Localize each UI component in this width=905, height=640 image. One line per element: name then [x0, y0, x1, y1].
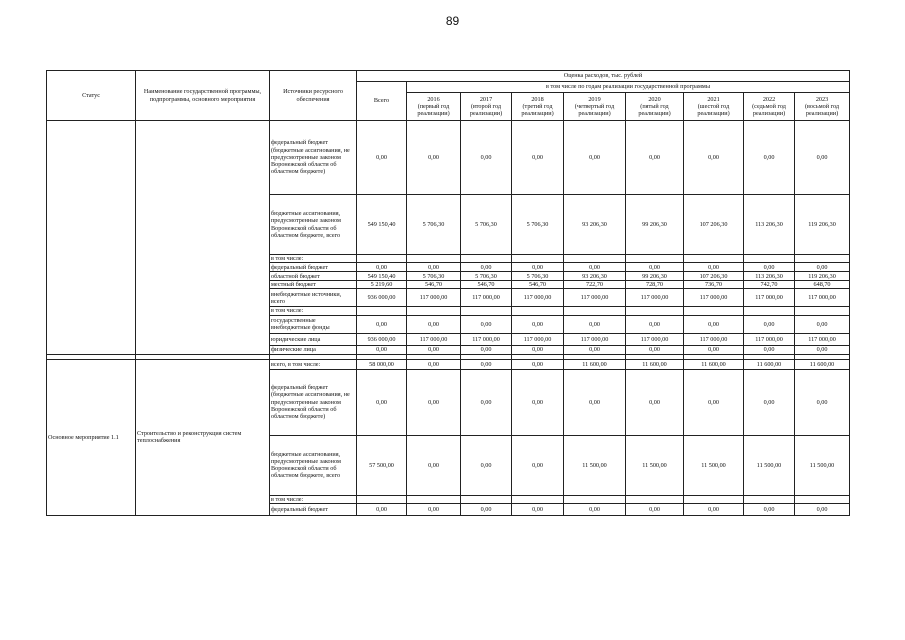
row-value-2023: 117 000,00 — [795, 333, 850, 345]
table-row — [47, 359, 850, 369]
row-value-2016: 0,00 — [407, 435, 461, 495]
row-value-2016: 0,00 — [407, 345, 461, 354]
row-value-2022: 0,00 — [744, 121, 795, 195]
row-value-2018: 0,00 — [512, 435, 564, 495]
row-source: федеральный бюджет (бюджетные ассигнования, не предусмотренные законом Воронежской области об областном бюджете) — [270, 121, 357, 195]
header-year-2023 — [795, 93, 850, 121]
header-sources: Источники ресурсного обеспечения — [270, 71, 357, 121]
header-total: Всего — [357, 82, 407, 121]
row-value-2017 — [461, 495, 512, 503]
row-value-2016: 117 000,00 — [407, 333, 461, 345]
header-year-sub: (пятый год реализации) — [638, 102, 671, 118]
row-value-2021: 0,00 — [684, 315, 744, 333]
row-value-2017: 0,00 — [461, 315, 512, 333]
row-value-2022: 113 206,30 — [744, 272, 795, 281]
row-value-2018: 0,00 — [512, 503, 564, 515]
header-year-label: 2021 — [707, 95, 720, 103]
row-value-2019: 11 500,00 — [564, 435, 626, 495]
row-total: 57 500,00 — [357, 435, 407, 495]
row-value-2017: 0,00 — [461, 435, 512, 495]
row-value-2020: 0,00 — [626, 121, 684, 195]
header-year-sub: (шестой год реализации) — [697, 102, 730, 118]
row-status: Основное мероприятие 1.1 — [47, 359, 136, 515]
row-value-2023 — [795, 495, 850, 503]
row-value-2022: 113 206,30 — [744, 195, 795, 255]
row-value-2023: 0,00 — [795, 503, 850, 515]
header-status: Статус — [47, 71, 136, 121]
row-value-2019: 0,00 — [564, 369, 626, 435]
row-value-2018: 0,00 — [512, 315, 564, 333]
row-value-2023: 11 500,00 — [795, 435, 850, 495]
row-value-2019: 0,00 — [564, 315, 626, 333]
row-total — [357, 307, 407, 315]
row-value-2023 — [795, 255, 850, 263]
row-status — [47, 121, 136, 355]
row-value-2017 — [461, 307, 512, 315]
header-year-2016 — [407, 93, 461, 121]
row-value-2023: 0,00 — [795, 345, 850, 354]
row-total: 936 000,00 — [357, 289, 407, 307]
row-value-2016: 5 706,30 — [407, 272, 461, 281]
row-value-2023: 119 206,30 — [795, 195, 850, 255]
row-value-2019: 0,00 — [564, 263, 626, 272]
row-value-2019: 93 206,30 — [564, 195, 626, 255]
row-source: внебюджетные источники, всего — [270, 289, 357, 307]
row-value-2019: 11 600,00 — [564, 359, 626, 369]
row-value-2016: 0,00 — [407, 263, 461, 272]
row-value-2019 — [564, 255, 626, 263]
row-value-2021 — [684, 495, 744, 503]
row-source: в том числе: — [270, 255, 357, 263]
row-value-2017: 0,00 — [461, 345, 512, 354]
row-value-2021: 0,00 — [684, 503, 744, 515]
row-value-2023: 648,70 — [795, 281, 850, 289]
row-value-2023: 117 000,00 — [795, 289, 850, 307]
row-value-2016: 0,00 — [407, 121, 461, 195]
row-value-2020 — [626, 307, 684, 315]
row-source: федеральный бюджет (бюджетные ассигнования, не предусмотренные законом Воронежской области об областном бюджете) — [270, 369, 357, 435]
header-estimate: Оценка расходов, тыс. рублей — [357, 71, 850, 82]
row-source: бюджетные ассигнования, предусмотренные законом Воронежской области об областном бюджете, всего — [270, 435, 357, 495]
row-value-2020: 0,00 — [626, 503, 684, 515]
header-year-sub: (второй год реализации) — [469, 102, 503, 118]
row-value-2016 — [407, 307, 461, 315]
row-value-2021: 0,00 — [684, 263, 744, 272]
row-value-2022: 11 500,00 — [744, 435, 795, 495]
row-total: 0,00 — [357, 369, 407, 435]
header-year-label: 2023 — [815, 95, 829, 103]
row-total: 549 150,40 — [357, 195, 407, 255]
row-value-2020: 0,00 — [626, 263, 684, 272]
row-value-2017: 5 706,30 — [461, 195, 512, 255]
row-value-2023: 11 600,00 — [795, 359, 850, 369]
row-total: 936 000,00 — [357, 333, 407, 345]
header-year-2020 — [626, 93, 684, 121]
row-total — [357, 495, 407, 503]
row-value-2017: 0,00 — [461, 263, 512, 272]
header-year-sub: (восьмой год реализации) — [804, 102, 840, 118]
row-value-2021: 117 000,00 — [684, 333, 744, 345]
header-year-label: 2018 — [531, 95, 544, 103]
row-value-2021: 11 500,00 — [684, 435, 744, 495]
row-total: 0,00 — [357, 263, 407, 272]
row-source: физические лица — [270, 345, 357, 354]
row-value-2021: 107 206,30 — [684, 272, 744, 281]
row-total: 5 219,60 — [357, 281, 407, 289]
row-total — [357, 255, 407, 263]
row-value-2020: 11 500,00 — [626, 435, 684, 495]
row-value-2020: 728,70 — [626, 281, 684, 289]
header-year-2018 — [512, 93, 564, 121]
header-year-label: 2022 — [762, 95, 776, 103]
row-value-2020: 99 206,30 — [626, 272, 684, 281]
row-value-2021 — [684, 307, 744, 315]
row-value-2019: 0,00 — [564, 345, 626, 354]
row-value-2023: 119 206,30 — [795, 272, 850, 281]
row-value-2017: 117 000,00 — [461, 333, 512, 345]
row-value-2022 — [744, 255, 795, 263]
table-row — [47, 121, 850, 195]
budget-table — [46, 70, 850, 516]
row-name — [136, 121, 270, 355]
row-value-2016: 5 706,30 — [407, 195, 461, 255]
row-value-2016: 546,70 — [407, 281, 461, 289]
row-value-2019: 117 000,00 — [564, 289, 626, 307]
row-value-2021: 117 000,00 — [684, 289, 744, 307]
row-value-2023: 0,00 — [795, 315, 850, 333]
row-value-2022 — [744, 495, 795, 503]
row-value-2018 — [512, 255, 564, 263]
row-value-2020 — [626, 495, 684, 503]
row-value-2022: 0,00 — [744, 345, 795, 354]
row-value-2022: 11 600,00 — [744, 359, 795, 369]
header-year-2021 — [684, 93, 744, 121]
row-source: областной бюджет — [270, 272, 357, 281]
table-body — [47, 121, 850, 516]
row-value-2023 — [795, 307, 850, 315]
row-value-2021: 11 600,00 — [684, 359, 744, 369]
header-year-label: 2017 — [479, 95, 493, 103]
row-value-2023: 0,00 — [795, 263, 850, 272]
row-value-2023: 0,00 — [795, 369, 850, 435]
row-value-2016: 0,00 — [407, 315, 461, 333]
row-total: 0,00 — [357, 315, 407, 333]
row-value-2019: 93 206,30 — [564, 272, 626, 281]
row-value-2020: 11 600,00 — [626, 359, 684, 369]
row-value-2018: 546,70 — [512, 281, 564, 289]
row-value-2020: 99 206,30 — [626, 195, 684, 255]
row-value-2017: 0,00 — [461, 369, 512, 435]
row-source: государственные внебюджетные фонды — [270, 315, 357, 333]
row-value-2020 — [626, 255, 684, 263]
row-value-2016 — [407, 255, 461, 263]
row-value-2022: 0,00 — [744, 315, 795, 333]
row-value-2019: 117 000,00 — [564, 333, 626, 345]
row-value-2022: 0,00 — [744, 369, 795, 435]
row-total: 0,00 — [357, 121, 407, 195]
row-source: всего, в том числе: — [270, 359, 357, 369]
row-value-2020: 117 000,00 — [626, 289, 684, 307]
row-value-2018: 0,00 — [512, 359, 564, 369]
header-year-2022 — [744, 93, 795, 121]
row-source: федеральный бюджет — [270, 503, 357, 515]
header-year-sub: (четвертый год реализации) — [574, 102, 615, 118]
row-value-2019: 0,00 — [564, 121, 626, 195]
header-by-years: в том числе по годам реализации государственной программы — [407, 82, 850, 93]
header-year-sub: (первый год реализации) — [417, 102, 450, 118]
row-value-2020: 0,00 — [626, 345, 684, 354]
row-value-2021: 107 206,30 — [684, 195, 744, 255]
row-value-2017: 0,00 — [461, 503, 512, 515]
row-source: бюджетные ассигнования, предусмотренные законом Воронежской области об областном бюджете, всего — [270, 195, 357, 255]
header-year-2019 — [564, 93, 626, 121]
row-value-2017: 0,00 — [461, 359, 512, 369]
row-value-2021 — [684, 255, 744, 263]
row-source: федеральный бюджет — [270, 263, 357, 272]
row-source: местный бюджет — [270, 281, 357, 289]
row-value-2017: 546,70 — [461, 281, 512, 289]
row-value-2016: 0,00 — [407, 369, 461, 435]
row-value-2021: 0,00 — [684, 369, 744, 435]
row-value-2017: 0,00 — [461, 121, 512, 195]
row-value-2018: 5 706,30 — [512, 272, 564, 281]
row-value-2018: 5 706,30 — [512, 195, 564, 255]
row-source: в том числе: — [270, 495, 357, 503]
row-value-2020: 0,00 — [626, 369, 684, 435]
row-value-2018 — [512, 495, 564, 503]
header-year-2017 — [461, 93, 512, 121]
row-value-2021: 0,00 — [684, 345, 744, 354]
row-total: 58 000,00 — [357, 359, 407, 369]
row-value-2019 — [564, 495, 626, 503]
row-value-2017: 117 000,00 — [461, 289, 512, 307]
row-value-2016: 0,00 — [407, 503, 461, 515]
row-value-2022: 0,00 — [744, 263, 795, 272]
header-year-label: 2020 — [648, 95, 661, 103]
row-total: 0,00 — [357, 503, 407, 515]
row-value-2018: 117 000,00 — [512, 289, 564, 307]
header-year-label: 2016 — [427, 95, 440, 103]
page-number: 89 — [445, 14, 460, 28]
row-value-2020: 0,00 — [626, 315, 684, 333]
row-value-2023: 0,00 — [795, 121, 850, 195]
row-value-2017 — [461, 255, 512, 263]
row-value-2022: 742,70 — [744, 281, 795, 289]
row-value-2018: 0,00 — [512, 121, 564, 195]
header-year-sub: (третий год реализации) — [521, 102, 554, 118]
row-value-2019 — [564, 307, 626, 315]
row-value-2018 — [512, 307, 564, 315]
header-year-label: 2019 — [588, 95, 601, 103]
row-total: 549 150,40 — [357, 272, 407, 281]
row-value-2017: 5 706,30 — [461, 272, 512, 281]
row-value-2022: 0,00 — [744, 503, 795, 515]
header-name: Наименование государственной программы, подпрограммы, основного мероприятия — [136, 71, 270, 121]
row-value-2016: 0,00 — [407, 359, 461, 369]
row-value-2019: 0,00 — [564, 503, 626, 515]
row-value-2018: 117 000,00 — [512, 333, 564, 345]
row-value-2022 — [744, 307, 795, 315]
header-year-sub: (седьмой год реализации) — [752, 102, 786, 118]
row-value-2016 — [407, 495, 461, 503]
row-value-2018: 0,00 — [512, 263, 564, 272]
row-value-2021: 736,70 — [684, 281, 744, 289]
row-value-2019: 722,70 — [564, 281, 626, 289]
row-value-2016: 117 000,00 — [407, 289, 461, 307]
row-source: в том числе: — [270, 307, 357, 315]
row-value-2022: 117 000,00 — [744, 289, 795, 307]
row-value-2022: 117 000,00 — [744, 333, 795, 345]
row-source: юридические лица — [270, 333, 357, 345]
row-value-2021: 0,00 — [684, 121, 744, 195]
row-value-2018: 0,00 — [512, 345, 564, 354]
row-total: 0,00 — [357, 345, 407, 354]
row-name: Строительство и реконструкция систем теплоснабжения — [136, 359, 270, 515]
row-value-2018: 0,00 — [512, 369, 564, 435]
row-value-2020: 117 000,00 — [626, 333, 684, 345]
